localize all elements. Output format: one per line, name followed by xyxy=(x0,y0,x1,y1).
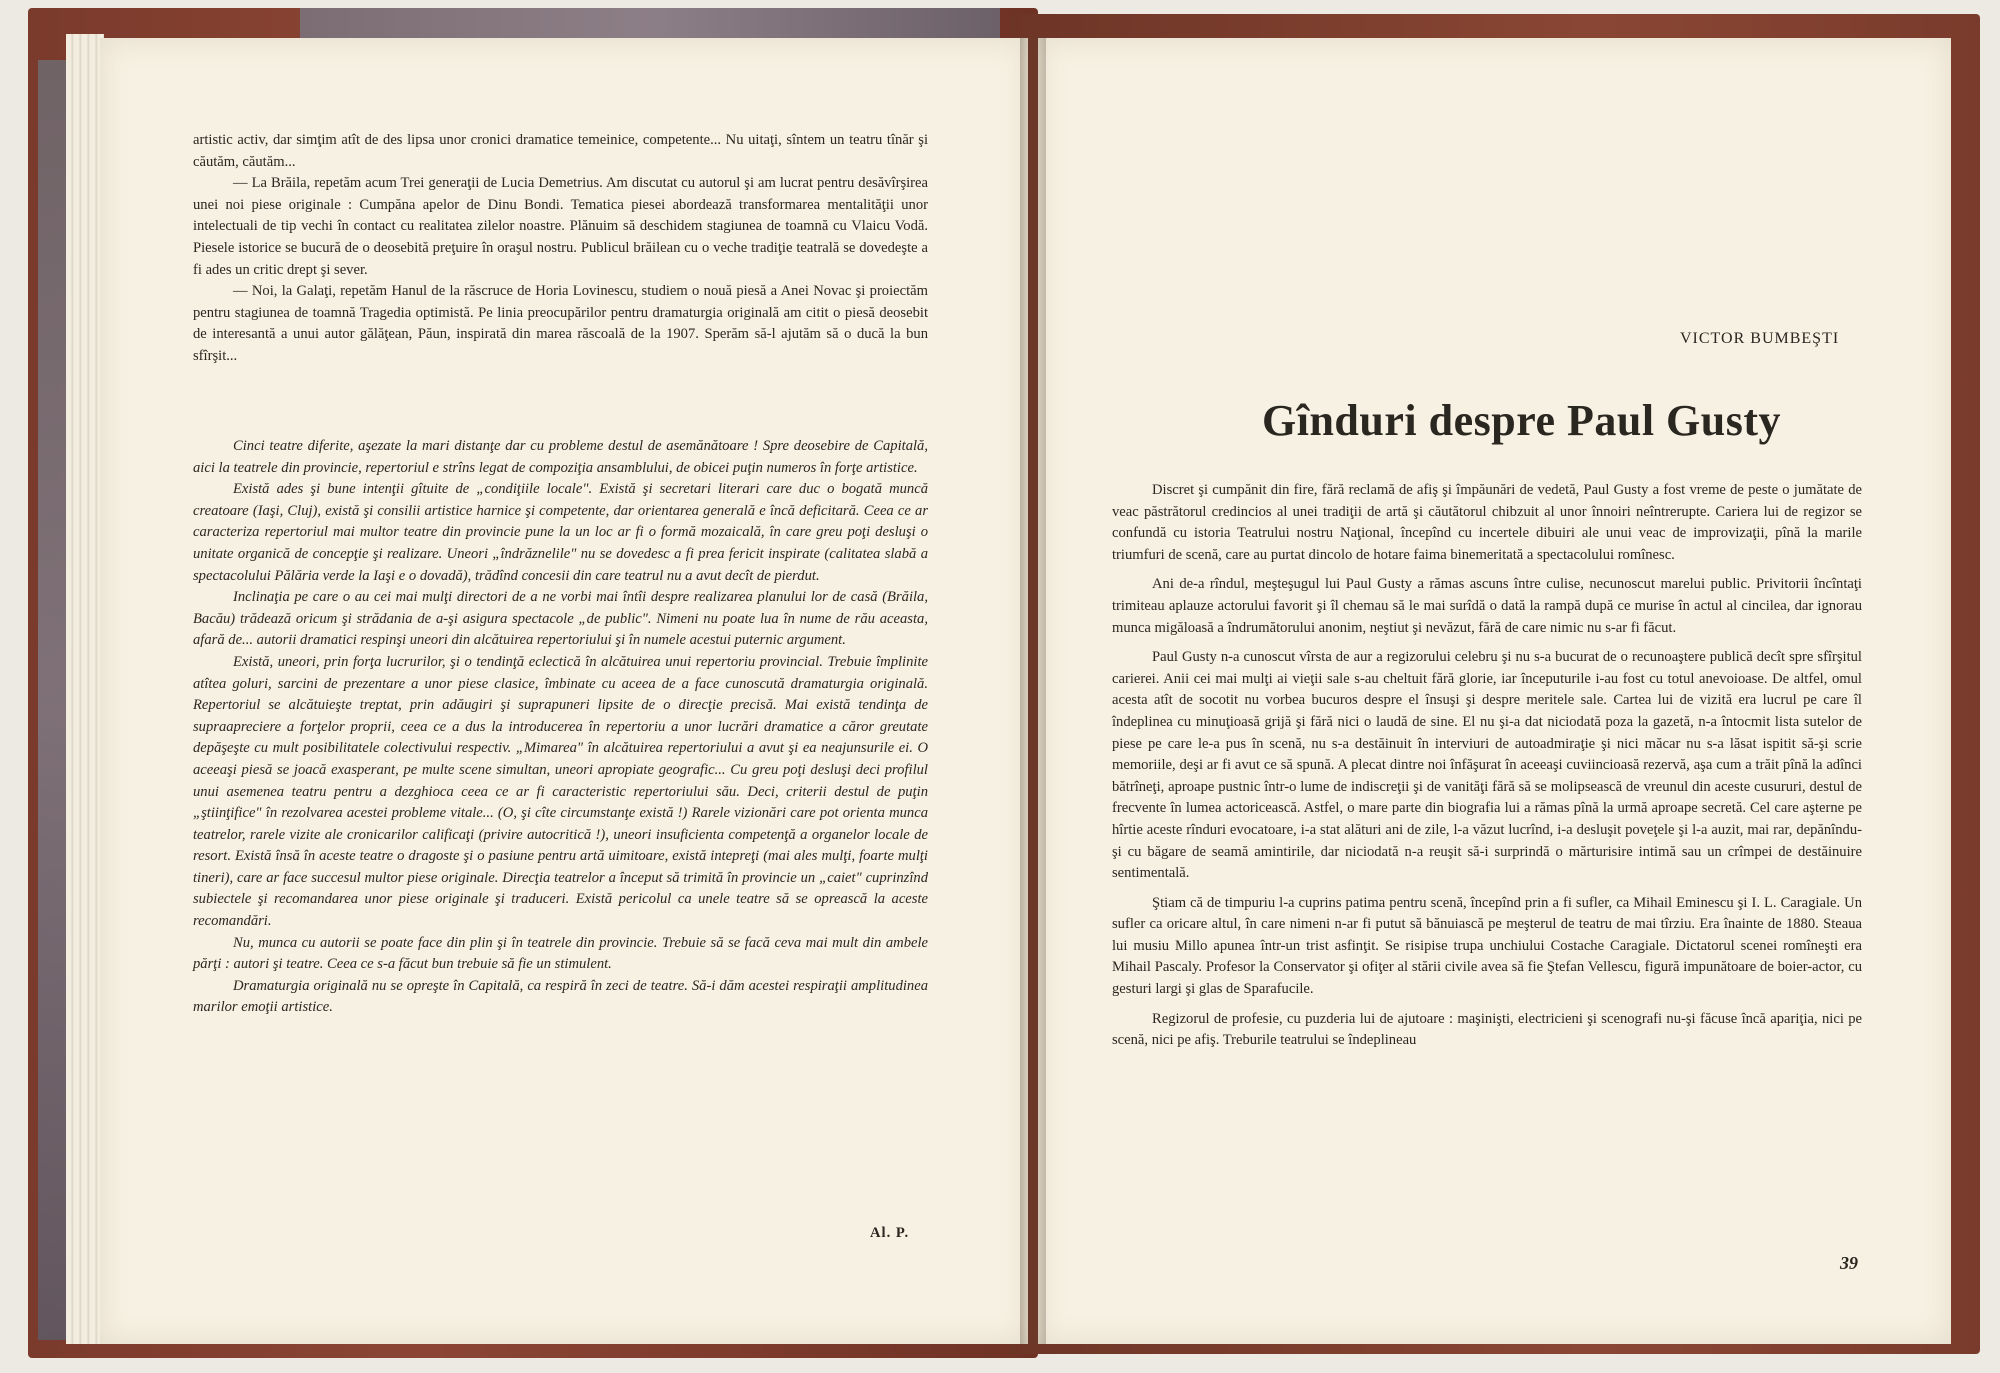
paragraph: Discret şi cumpănit din fire, fără reclamă de afiş şi împăunări de vedetă, Paul Gusty a fost vreme de peste o jumătate de veac păstrătorul credincios al unei tradiţii de artă şi căutătorul chibzuit al unor înnoiri neîntrerupte. Cariera lui de regizor se confundă cu istoria Teatrului nostru Naţional, începînd cu incertele dibuiri ale unui veac de improvizaţii, pînă la marile triumfuri de scenă, care au purtat dincolo de hotare faima binemeritată a spectacolului romînesc. xyxy=(1112,482,1862,563)
article-body xyxy=(1112,480,1862,1052)
article-title: Gînduri despre Paul Gusty xyxy=(1262,396,1782,445)
paragraph: artistic activ, dar simţim atît de des lipsa unor cronici dramatice temeinice, competente... Nu uitaţi, sîntem un teatru tînăr şi căutăm, căutăm... xyxy=(193,132,928,170)
paragraph: Există ades şi bune intenţii gîtuite de „condiţiile locale". Există şi secretari literari care duc o bogată muncă creatoare (Iaşi, Cluj), există şi consilii artistice harnice şi competente, dar orientarea generală e încă deficitară. Ceea ce ar caracteriza repertoriul mai multor teatre din provincie pune la un loc ar fi o formă mozaicală, în care greu poţi desluşi o unitate organică de concepţie şi realizare. Uneori „îndrăznelile" nu se dovedesc a fi prea fericit inspirate (calitatea slabă a spectacolului Pălăria verde la Iaşi e o dovadă), trădînd concesii din care teatrul nu a avut decît de pierdut. xyxy=(193,481,928,584)
paragraph: Ştiam că de timpuriu l-a cuprins patima pentru scenă, începînd prin a fi sufler, ca Mihail Eminescu şi I. L. Caragiale. Un sufler ca oricare altul, în care nimeni n-ar fi putut să bănuiască pe meşterul de teatru de mai tîrziu. Era înainte de 1880. Steaua lui musiu Millo apunea într-un trist asfinţit. Se risipise trupa unchiului Costache Caragiale. Dictatorul scenei romîneşti era Mihail Pascaly. Profesor la Conservator şi ofiţer al stării civile avea să fie Ştefan Vellescu, figură impunătoare de boier-actor, cu gesturi largi şi glas de Sparafucile. xyxy=(1112,894,1862,998)
paragraph: Dramaturgia originală nu se opreşte în Capitală, ca respiră în zeci de teatre. Să-i dăm acestei respiraţii amplitudinea marilor emoţii artistice. xyxy=(193,977,928,1016)
paragraph: Există, uneori, prin forţa lucrurilor, şi o tendinţă eclectică în alcătuirea unui repertoriu provincial. Trebuie împlinite atîtea goluri, sarcini de prezentare a unor piese clasice, îmbinate cu aceea de a face cunoscută dramaturgia originală. Repertoriul se alcătuieşte treptat, prin adăugiri şi suprapuneri lipsite de o direcţie precisă. Mai există tendinţa de supraapreciere a forţelor proprii, ceea ce a dus la introducerea în repertoriu a unor lucrări dramatice a căror greutate depăşeşte cu mult posibilitatele colectivului respectiv. „Mimarea" în alcătuirea repertoriului a avut şi ea neajunsurile ei. O aceeaşi piesă se joacă exasperant, pe multe scene simultan, uneori apropiate geografic... Cu greu poţi desluşi deci profilul unui asemenea teatru pentru a dezghioca ceea ce ar fi caracteristic repertoriului său. Deci, criterii destul de puţin „ştiinţifice" în rezolvarea acestei probleme vitale... (O, şi cîte circumstanţe există !) Rarele vizionări care pot orienta munca teatrelor, rarele vizite ale cronicarilor calificaţi (privire autocritică !), uneori insuficienta competenţă a organelor locale de resort. Există însă în aceste teatre o dragoste şi o pasiune pentru artă uimitoare, există intepreţi (mai ales mulţi, foarte mulţi tineri), care ar face succesul multor piese originale. Direcţia teatrelor a început să trimită în provincie un „caiet" cuprinzînd subiectele şi recomandarea unor piese originale şi traduceri. Există pericolul ca unele teatre să se oprească la aceste recomandări. xyxy=(193,653,928,930)
page-edges xyxy=(66,34,104,1344)
paragraph: Inclinaţia pe care o au cei mai mulţi directori de a ne vorbi mai întîi despre realizarea planului lor de casă (Brăila, Bacău) trădează oricum şi strădania de a-şi asigura spectacole „de public". Nimeni nu poate lua în nume de rău aceasta, afară de... autorii dramatici respinşi uneori din alcătuirea repertoriului şi în numele acestui puternic argument. xyxy=(193,589,928,649)
paragraph: Paul Gusty n-a cunoscut vîrsta de aur a regizorului celebru şi nu s-a bucurat de o recunoaştere publică decît spre sfîrşitul carierei. Anii cei mai mulţi ai vieţii sale s-au cheltuit fără glorie, iar începuturile i-au fost cu totul anevoioase. De altfel, omul acesta atît de socotit nu vorbea bucuros despre el însuşi şi despre meritele sale. Cartea lui de vizită era lucrul pe care îl îndeplinea cu minuţioasă grijă şi fără nici o laudă de sine. El nu şi-a dat niciodată poza la gazetă, n-a întocmit lista sutelor de piese pe care le-a pus în scenă, nu s-a destăinuit în interviuri de autoadmiraţie şi nici măcar nu s-a lăsat ispitit să-şi scrie memoriile, deşi ar fi avut ce să spună. A plecat dintre noi înfăşurat în aceeaşi cuviincioasă rezervă, aşa cum a trăit pînă la adînci bătrîneţi, aproape pustnic într-o lume de indiscreţii şi de vanităţi fără să se molipsească de vreunul din aceste cusururi, destul de frecvente în lumea actoricească. Astfel, o mare parte din biografia lui a rămas pînă la urmă aproape secretă. Cel care aşterne pe hîrtie aceste rînduri evocatoare, i-a stat alături ani de zile, l-a văzut lucrînd, i-a desluşit poveţele şi l-a auzit, mai rar, depănîndu-şi cu băgare de seamă amintirile, dar niciodată n-a reuşit să-i surprindă o mărturisire intimă sau un crîmpei de destăinuire sentimentală. xyxy=(1112,649,1862,882)
page-number: 39 xyxy=(1840,1253,1858,1273)
paragraph: Nu, munca cu autorii se poate face din plin şi în teatrele din provincie. Trebuie să se facă ceva mai mult din ambele părţi : autori şi teatre. Ceea ce s-a făcut bun trebuie să fie un stimulent. xyxy=(193,934,928,973)
article-author: VICTOR BUMBEŞTI xyxy=(1680,330,1840,347)
cover-cloth-strip xyxy=(300,8,1000,38)
paragraph: Ani de-a rîndul, meşteşugul lui Paul Gusty a rămas ascuns între culise, necunoscut marelui public. Privitorii încîntaţi trimiteau aplauze actorului favorit şi îl chemau să le mai surîdă o dată la rampă după ce murise în actul al cincilea, dar ignorau munca migăloasă a îndrumătorului anonim, neştiut şi nevăzut, fără de care nimic nu s-ar fi făcut. xyxy=(1112,576,1862,636)
book-gutter xyxy=(1020,38,1046,1344)
left-page-commentary xyxy=(193,436,928,1019)
paragraph: Regizorul de profesie, cu puzderia lui de ajutoare : maşinişti, electricieni şi scenografi nu-şi făcuse încă apariţia, nici pe scenă, nici pe afiş. Treburile teatrului se îndeplineau xyxy=(1112,1010,1862,1049)
left-page-intro-text xyxy=(193,130,928,368)
article-signature: Al. P. xyxy=(870,1225,910,1241)
paragraph: — Noi, la Galaţi, repetăm Hanul de la răscruce de Horia Lovinescu, studiem o nouă piesă a Anei Novac şi proiectăm pentru stagiunea de toamnă Tragedia optimistă. Pe linia preocupărilor pentru dramaturgia originală am citit o piesă deosebit de interesantă a unui autor gălăţean, Păun, inspirată din marea răscoală de la 1907. Sperăm să-l ajutăm să o ducă la bun sfîrşit... xyxy=(193,283,928,364)
paragraph: — La Brăila, repetăm acum Trei generaţii de Lucia Demetrius. Am discutat cu autorul şi am lucrat pentru desăvîrşirea unei noi piese originale : Cumpăna apelor de Dinu Bondi. Tematica piesei abordează transformarea mentalităţii unor intelectuali de tip vechi în contact cu realitatea zilelor noastre. Plănuim să deschidem stagiunea de toamnă cu Vlaicu Vodă. Piesele istorice se bucură de o deosebită preţuire în oraşul nostru. Publicul brăilean cu o veche tradiţie teatrală se dovedeşte a fi ades un critic drept şi sever. xyxy=(193,175,928,278)
paragraph: Cinci teatre diferite, aşezate la mari distanţe dar cu probleme destul de asemănătoare ! Spre deosebire de Capitală, aici la teatrele din provincie, repertoriul e strîns legat de compoziţia ansamblului, de obicei puţin numeros în forţe artistice. xyxy=(193,438,928,476)
